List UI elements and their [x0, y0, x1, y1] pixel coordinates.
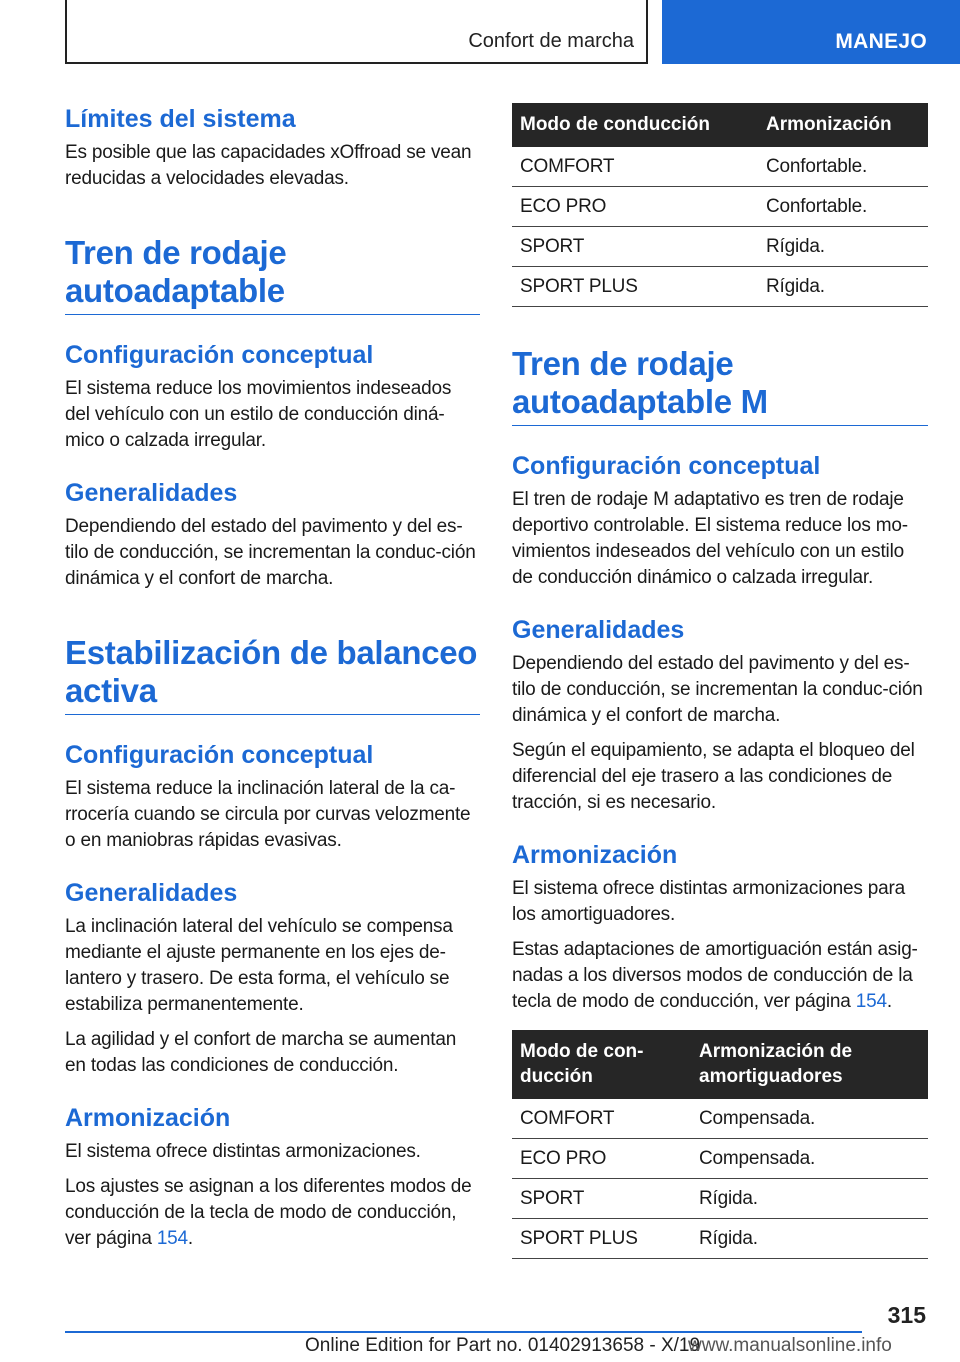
table-cell: Rígida.	[758, 227, 928, 267]
estab-arm-text-2-body: Los ajustes se asignan a los diferentes modos de conducción de la tecla de modo de conducción, ver página	[65, 1176, 472, 1249]
table-cell: ECO PRO	[512, 187, 758, 227]
page-link-154[interactable]: 154	[156, 1228, 188, 1249]
table-header-cell: Modo de conducción	[512, 103, 758, 147]
header-chapter-label: MANEJO	[835, 30, 927, 53]
table-cell: Rígida.	[691, 1179, 928, 1219]
tren-conf-heading: Configuración conceptual	[65, 341, 374, 369]
table-cell: SPORT PLUS	[512, 267, 758, 307]
tren-gen-text: Dependiendo del estado del pavimento y del es-tilo de conducción, se incrementan la conduc-ción dinámica y el confort de marcha.	[65, 516, 476, 589]
table-header-cell: Modo de con-ducción	[512, 1030, 691, 1099]
estab-arm-text-2-end: .	[187, 1228, 194, 1249]
footer-edition: Online Edition for Part no. 01402913658 - X/19	[305, 1335, 701, 1356]
estab-conf-text: El sistema reduce la inclinación lateral de la ca-rrocería cuando se circula por curvas velozmente o en maniobras rápidas evasivas.	[65, 778, 471, 851]
page-link-154[interactable]: 154	[855, 991, 887, 1012]
footer-watermark[interactable]: www.manualsonline.info	[688, 1335, 892, 1356]
table-cell: Confortable.	[758, 147, 928, 187]
table-row	[512, 1179, 928, 1219]
right-column	[512, 103, 928, 1259]
drive-mode-table	[512, 103, 928, 307]
table-row	[512, 1139, 928, 1179]
m-conf-text: El tren de rodaje M adaptativo es tren de rodaje deportivo controlable. El sistema reduce los mo-vimientos indeseados del vehículo con un estilo de conducción dinámico o calzada irregular.	[512, 489, 908, 588]
estab-arm-heading: Armonización	[65, 1104, 231, 1132]
table-cell: Confortable.	[758, 187, 928, 227]
table-row	[512, 1099, 928, 1139]
tren-heading: Tren de rodaje autoadaptable	[65, 234, 480, 315]
page-number: 315	[887, 1302, 926, 1328]
header-section-title: Confort de marcha	[468, 30, 634, 52]
tren-conf-text: El sistema reduce los movimientos indeseados del vehículo con un estilo de conducción diná-mico o calzada irregular.	[65, 378, 452, 451]
table-header-cell: Armonización de amortiguadores	[691, 1030, 928, 1099]
table-cell: Rígida.	[758, 267, 928, 307]
table-cell: SPORT	[512, 227, 758, 267]
table-header-row	[512, 1030, 928, 1099]
footer-divider	[65, 1331, 862, 1333]
estab-arm-text-1: El sistema ofrece distintas armonizaciones.	[65, 1141, 421, 1162]
header-section-box	[65, 0, 648, 64]
table-row	[512, 147, 928, 187]
m-gen-text-1: Dependiendo del estado del pavimento y del es-tilo de conducción, se incrementan la conduc-ción dinámica y el confort de marcha.	[512, 653, 923, 726]
table-cell: COMFORT	[512, 147, 758, 187]
left-column	[65, 100, 480, 1252]
table-row	[512, 187, 928, 227]
estab-arm-text-2	[65, 1174, 480, 1252]
table-cell: Compensada.	[691, 1139, 928, 1179]
table-cell: SPORT PLUS	[512, 1219, 691, 1259]
table-cell: ECO PRO	[512, 1139, 691, 1179]
table-header-cell: Armonización	[758, 103, 928, 147]
m-gen-heading: Generalidades	[512, 616, 685, 644]
m-heading: Tren de rodaje autoadaptable M	[512, 345, 928, 426]
table-header-row	[512, 103, 928, 147]
m-arm-text-2-end: .	[886, 991, 892, 1012]
header-chapter-tab[interactable]	[662, 0, 960, 64]
table-row	[512, 267, 928, 307]
estab-gen-text-2: La agilidad y el confort de marcha se aumentan en todas las condiciones de conducción.	[65, 1029, 457, 1076]
limits-heading: Límites del sistema	[65, 105, 296, 133]
m-arm-text-1: El sistema ofrece distintas armonizaciones para los amortiguadores.	[512, 878, 905, 925]
table-cell: COMFORT	[512, 1099, 691, 1139]
m-arm-text-2-body: Estas adaptaciones de amortiguación están asig-nadas a los diversos modos de conducción de la tecla de modo de conducción, ver página	[512, 939, 918, 1012]
m-gen-text-2: Según el equipamiento, se adapta el bloqueo del diferencial del eje trasero a las condiciones de tracción, si es necesario.	[512, 740, 915, 813]
m-arm-text-2	[512, 937, 928, 1015]
estab-conf-heading: Configuración conceptual	[65, 741, 374, 769]
table-cell: Compensada.	[691, 1099, 928, 1139]
damper-tuning-table	[512, 1030, 928, 1259]
estab-gen-heading: Generalidades	[65, 879, 238, 907]
table-row	[512, 1219, 928, 1259]
limits-text: Es posible que las capacidades xOffroad se vean reducidas a velocidades elevadas.	[65, 142, 472, 189]
m-arm-heading: Armonización	[512, 841, 678, 869]
m-conf-heading: Configuración conceptual	[512, 452, 821, 480]
estab-heading: Estabilización de balanceo activa	[65, 634, 480, 715]
table-cell: Rígida.	[691, 1219, 928, 1259]
table-cell: SPORT	[512, 1179, 691, 1219]
table-row	[512, 227, 928, 267]
estab-gen-text-1: La inclinación lateral del vehículo se compensa mediante el ajuste permanente en los ejes de-lantero y trasero. De esta forma, el vehículo se estabiliza permanentemente.	[65, 916, 453, 1015]
tren-gen-heading: Generalidades	[65, 479, 238, 507]
